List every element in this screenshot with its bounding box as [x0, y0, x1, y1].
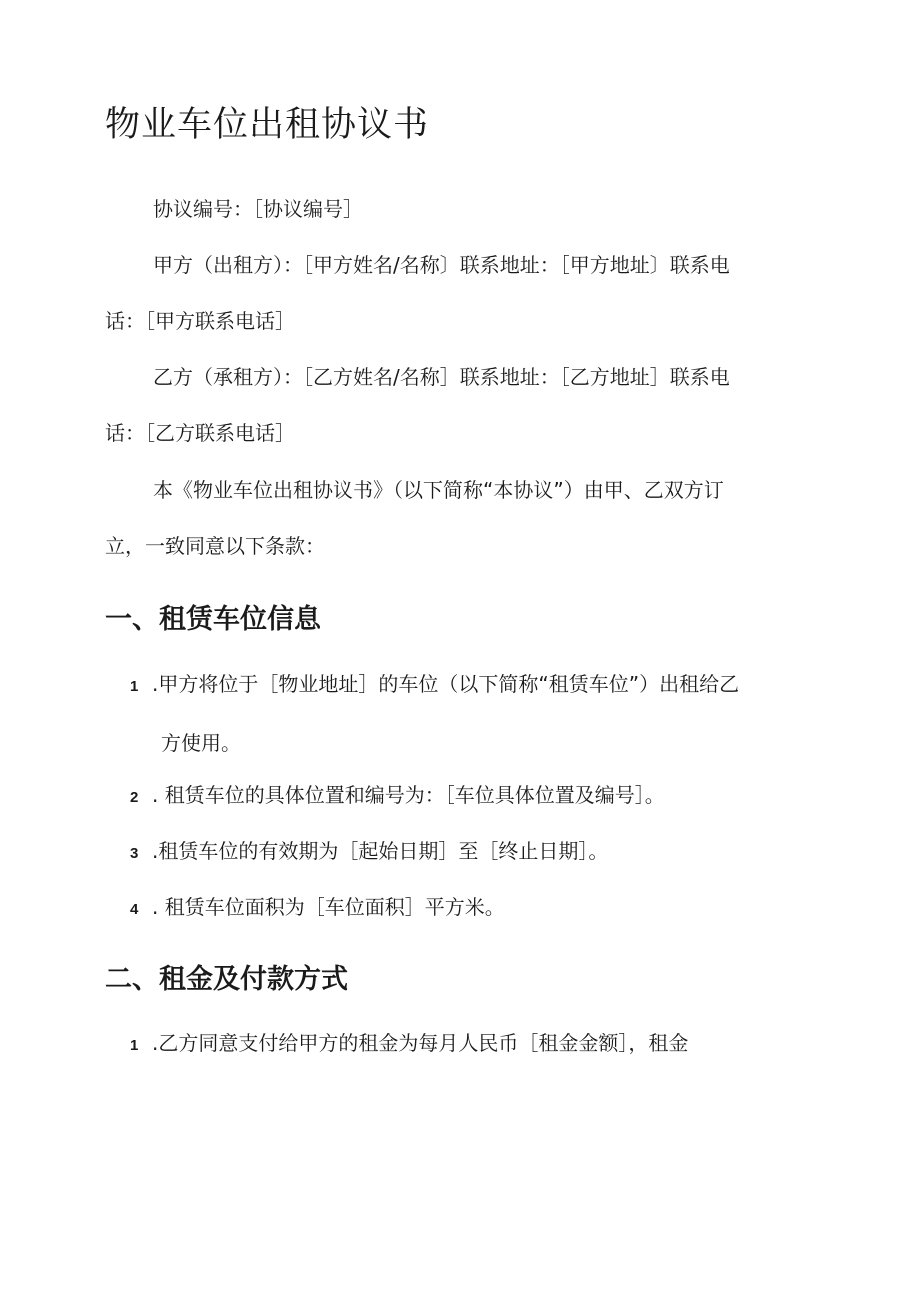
item-text: .租赁车位的有效期为［起始日期］至［终止日期］。 — [152, 839, 609, 863]
section-heading: 二、租金及付款方式 — [105, 964, 348, 995]
item-text: . 租赁车位面积为［车位面积］平方米。 — [152, 895, 505, 919]
agreement-number-line: 协议编号：［协议编号］ — [153, 197, 363, 221]
item-number: 3 — [130, 845, 139, 862]
item-number: 4 — [130, 901, 139, 918]
agreement-number-paragraph — [105, 181, 817, 237]
party-a-paragraph — [105, 237, 817, 349]
document-title: 物业车位出租协议书 — [105, 105, 430, 145]
party-b-paragraph — [105, 349, 817, 461]
list-item — [130, 767, 820, 826]
list-item — [130, 879, 820, 938]
party-b-line-2: 话：［乙方联系电话］ — [105, 421, 295, 445]
item-number: 2 — [130, 789, 139, 806]
item-number: 1 — [130, 678, 139, 695]
section-heading: 一、租赁车位信息 — [105, 604, 321, 635]
item-text: . 租赁车位的具体位置和编号为：［车位具体位置及编号］。 — [152, 783, 665, 807]
item-text: .甲方将位于［物业地址］的车位（以下简称“租赁车位”）出租给乙 — [152, 672, 740, 696]
list-item — [130, 656, 820, 771]
intro-line-2: 立，一致同意以下条款： — [105, 534, 325, 558]
party-a-line-1: 甲方（出租方）：［甲方姓名/名称〕联系地址：［甲方地址〕联系电 — [153, 253, 730, 277]
intro-line-1: 本《物业车位出租协议书》（以下简称“本协议”）由甲、乙双方订 — [153, 478, 724, 502]
intro-paragraph — [105, 462, 817, 574]
item-number: 1 — [130, 1037, 139, 1054]
list-item — [130, 823, 820, 882]
list-item — [130, 1015, 820, 1074]
party-b-line-1: 乙方（承租方）：［乙方姓名/名称］联系地址：［乙方地址］联系电 — [153, 365, 730, 389]
item-text: .乙方同意支付给甲方的租金为每月人民币［租金金额］，租金 — [152, 1031, 689, 1055]
party-a-line-2: 话：［甲方联系电话］ — [105, 309, 295, 333]
item-text-continued: 方使用。 — [161, 731, 241, 755]
